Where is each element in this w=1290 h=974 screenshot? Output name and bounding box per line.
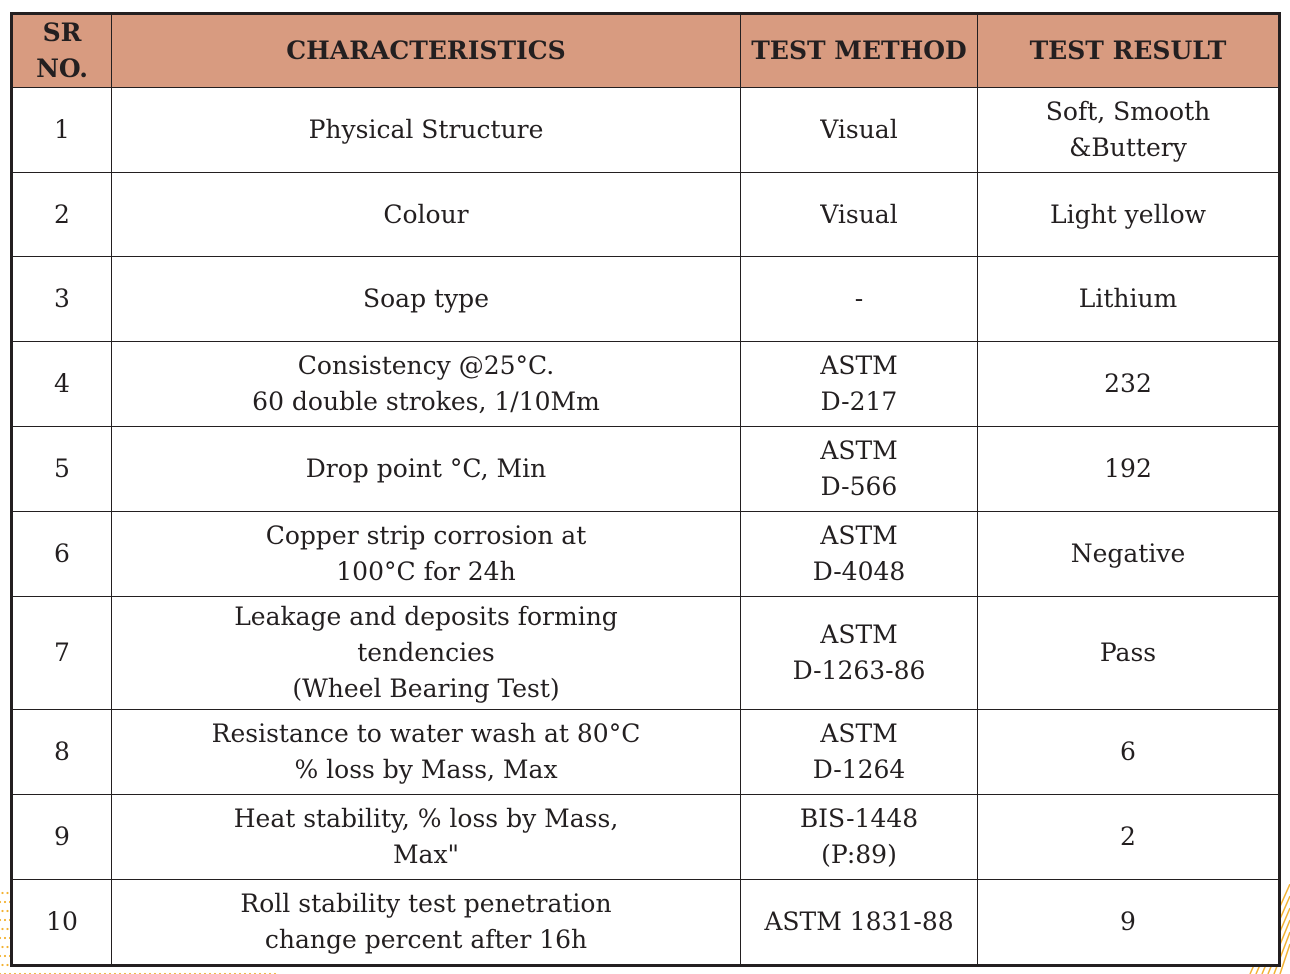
table-row (12, 173, 1280, 257)
characteristic-line: Soap type (362, 284, 489, 313)
test-method-line: D-1264 (812, 755, 906, 784)
test-method-cell (741, 795, 978, 880)
characteristic-line: (Wheel Bearing Test) (292, 674, 560, 703)
table-row (12, 342, 1280, 427)
test-method-cell (741, 512, 978, 597)
test-result-cell: Soft, Smooth &Buttery (978, 88, 1280, 173)
characteristic-line: Resistance to water wash at 80°C (211, 719, 641, 748)
characteristic-cell (112, 257, 741, 342)
test-method-line: ASTM (820, 436, 898, 465)
test-method-line: ASTM 1831-88 (764, 907, 954, 936)
test-result-cell: 192 (978, 427, 1280, 512)
table-row (12, 710, 1280, 795)
test-method-line: ASTM (820, 719, 898, 748)
sr-no-cell: 8 (12, 710, 112, 795)
test-method-line: ASTM (820, 521, 898, 550)
characteristic-line: % loss by Mass, Max (294, 755, 558, 784)
characteristic-cell (112, 88, 741, 173)
table-body (12, 88, 1280, 966)
test-method-line: D-217 (820, 387, 898, 416)
test-method-cell (741, 173, 978, 257)
characteristic-line: Roll stability test penetration (240, 889, 612, 918)
test-result-cell: Lithium (978, 257, 1280, 342)
sr-no-cell: 10 (12, 880, 112, 966)
header-test-method: TEST METHOD (741, 14, 978, 88)
table-row (12, 427, 1280, 512)
characteristic-line: Copper strip corrosion at (265, 521, 587, 550)
test-method-line: D-4048 (812, 557, 906, 586)
characteristic-cell (112, 427, 741, 512)
specification-table (10, 12, 1281, 967)
characteristic-line: 100°C for 24h (336, 557, 516, 586)
characteristic-cell (112, 710, 741, 795)
sr-no-cell: 9 (12, 795, 112, 880)
characteristic-line: tendencies (357, 638, 495, 667)
test-method-cell (741, 880, 978, 966)
test-result-cell: Pass (978, 597, 1280, 710)
test-method-line: BIS-1448 (799, 804, 919, 833)
characteristic-cell (112, 597, 741, 710)
characteristic-cell (112, 880, 741, 966)
test-method-cell (741, 257, 978, 342)
test-method-cell (741, 88, 978, 173)
test-method-cell (741, 427, 978, 512)
table-row (12, 88, 1280, 173)
header-sr-no: SR NO. (12, 14, 112, 88)
test-method-line: ASTM (820, 351, 898, 380)
test-method-line: D-1263-86 (792, 656, 926, 685)
sr-no-cell: 5 (12, 427, 112, 512)
test-method-line: ASTM (820, 620, 898, 649)
test-method-line: D-566 (820, 472, 898, 501)
test-result-cell: Light yellow (978, 173, 1280, 257)
characteristic-line: Consistency @25°C. (297, 351, 555, 380)
characteristic-line: Drop point °C, Min (305, 454, 547, 483)
test-result-cell: 9 (978, 880, 1280, 966)
table-row (12, 597, 1280, 710)
characteristic-line: 60 double strokes, 1/10Mm (252, 387, 600, 416)
sr-no-cell: 6 (12, 512, 112, 597)
characteristic-cell (112, 512, 741, 597)
characteristic-line: change percent after 16h (264, 925, 588, 954)
sr-no-cell: 2 (12, 173, 112, 257)
test-method-line: (P:89) (821, 840, 897, 869)
test-method-line: Visual (820, 115, 898, 144)
sr-no-cell: 1 (12, 88, 112, 173)
header-characteristics: CHARACTERISTICS (112, 14, 741, 88)
characteristic-cell (112, 173, 741, 257)
test-method-cell (741, 342, 978, 427)
characteristic-line: Max" (392, 840, 460, 869)
table-row (12, 512, 1280, 597)
characteristic-cell (112, 342, 741, 427)
sr-no-cell: 7 (12, 597, 112, 710)
header-test-result: TEST RESULT (978, 14, 1280, 88)
test-result-cell: 2 (978, 795, 1280, 880)
test-result-cell: 232 (978, 342, 1280, 427)
characteristic-line: Physical Structure (308, 115, 544, 144)
test-method-cell (741, 710, 978, 795)
sr-no-cell: 3 (12, 257, 112, 342)
characteristic-line: Heat stability, % loss by Mass, (233, 804, 619, 833)
table-row (12, 795, 1280, 880)
table-header-row (12, 14, 1280, 88)
characteristic-cell (112, 795, 741, 880)
test-result-cell: Negative (978, 512, 1280, 597)
characteristic-line: Leakage and deposits forming (234, 602, 618, 631)
sr-no-cell: 4 (12, 342, 112, 427)
test-method-line: Visual (820, 199, 898, 229)
table-row (12, 257, 1280, 342)
characteristic-line: Colour (383, 199, 469, 229)
test-method-cell (741, 597, 978, 710)
test-method-line: - (854, 284, 864, 313)
table-row (12, 880, 1280, 966)
test-result-cell: 6 (978, 710, 1280, 795)
